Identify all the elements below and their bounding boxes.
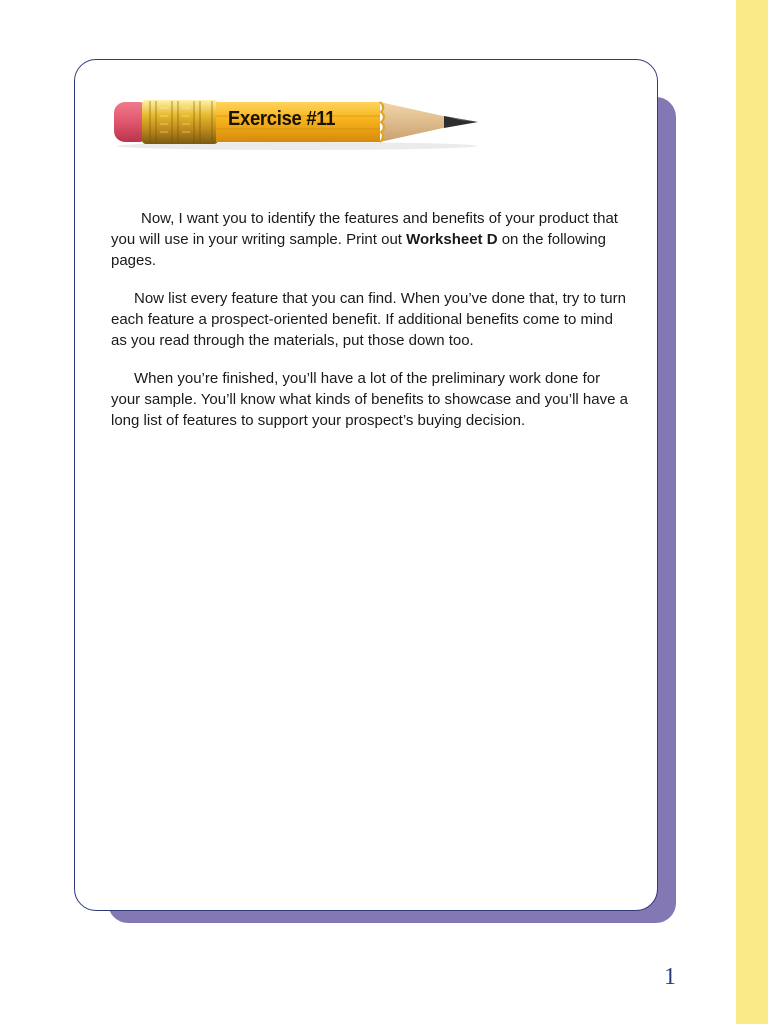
exercise-card: [74, 59, 658, 911]
worksheet-name: Worksheet D: [406, 231, 498, 248]
exercise-title: Exercise #11: [228, 108, 336, 130]
exercise-body: [111, 208, 629, 448]
paragraph-1-end: on the following pages.: [111, 231, 606, 269]
side-stripe: [736, 0, 768, 1024]
paragraph-2: Now list every feature that you can find. When you’ve done that, try to turn each feature a prospect-oriented benefit. If additional benefits come to mind as you read through the materials, put those down too.: [111, 290, 626, 349]
paragraph-1: [111, 208, 629, 271]
paragraph-3: When you’re finished, you’ll have a lot of the preliminary work done for your sample. You’ll know what kinds of benefits to showcase and you’ll have a long list of features to support your prospect’s buying decision.: [111, 370, 628, 429]
paragraph-1-start: Now, I want you to identify the features and benefits of your product that you will use in your writing sample. Print out: [111, 210, 618, 248]
page-number: 1: [664, 964, 676, 990]
